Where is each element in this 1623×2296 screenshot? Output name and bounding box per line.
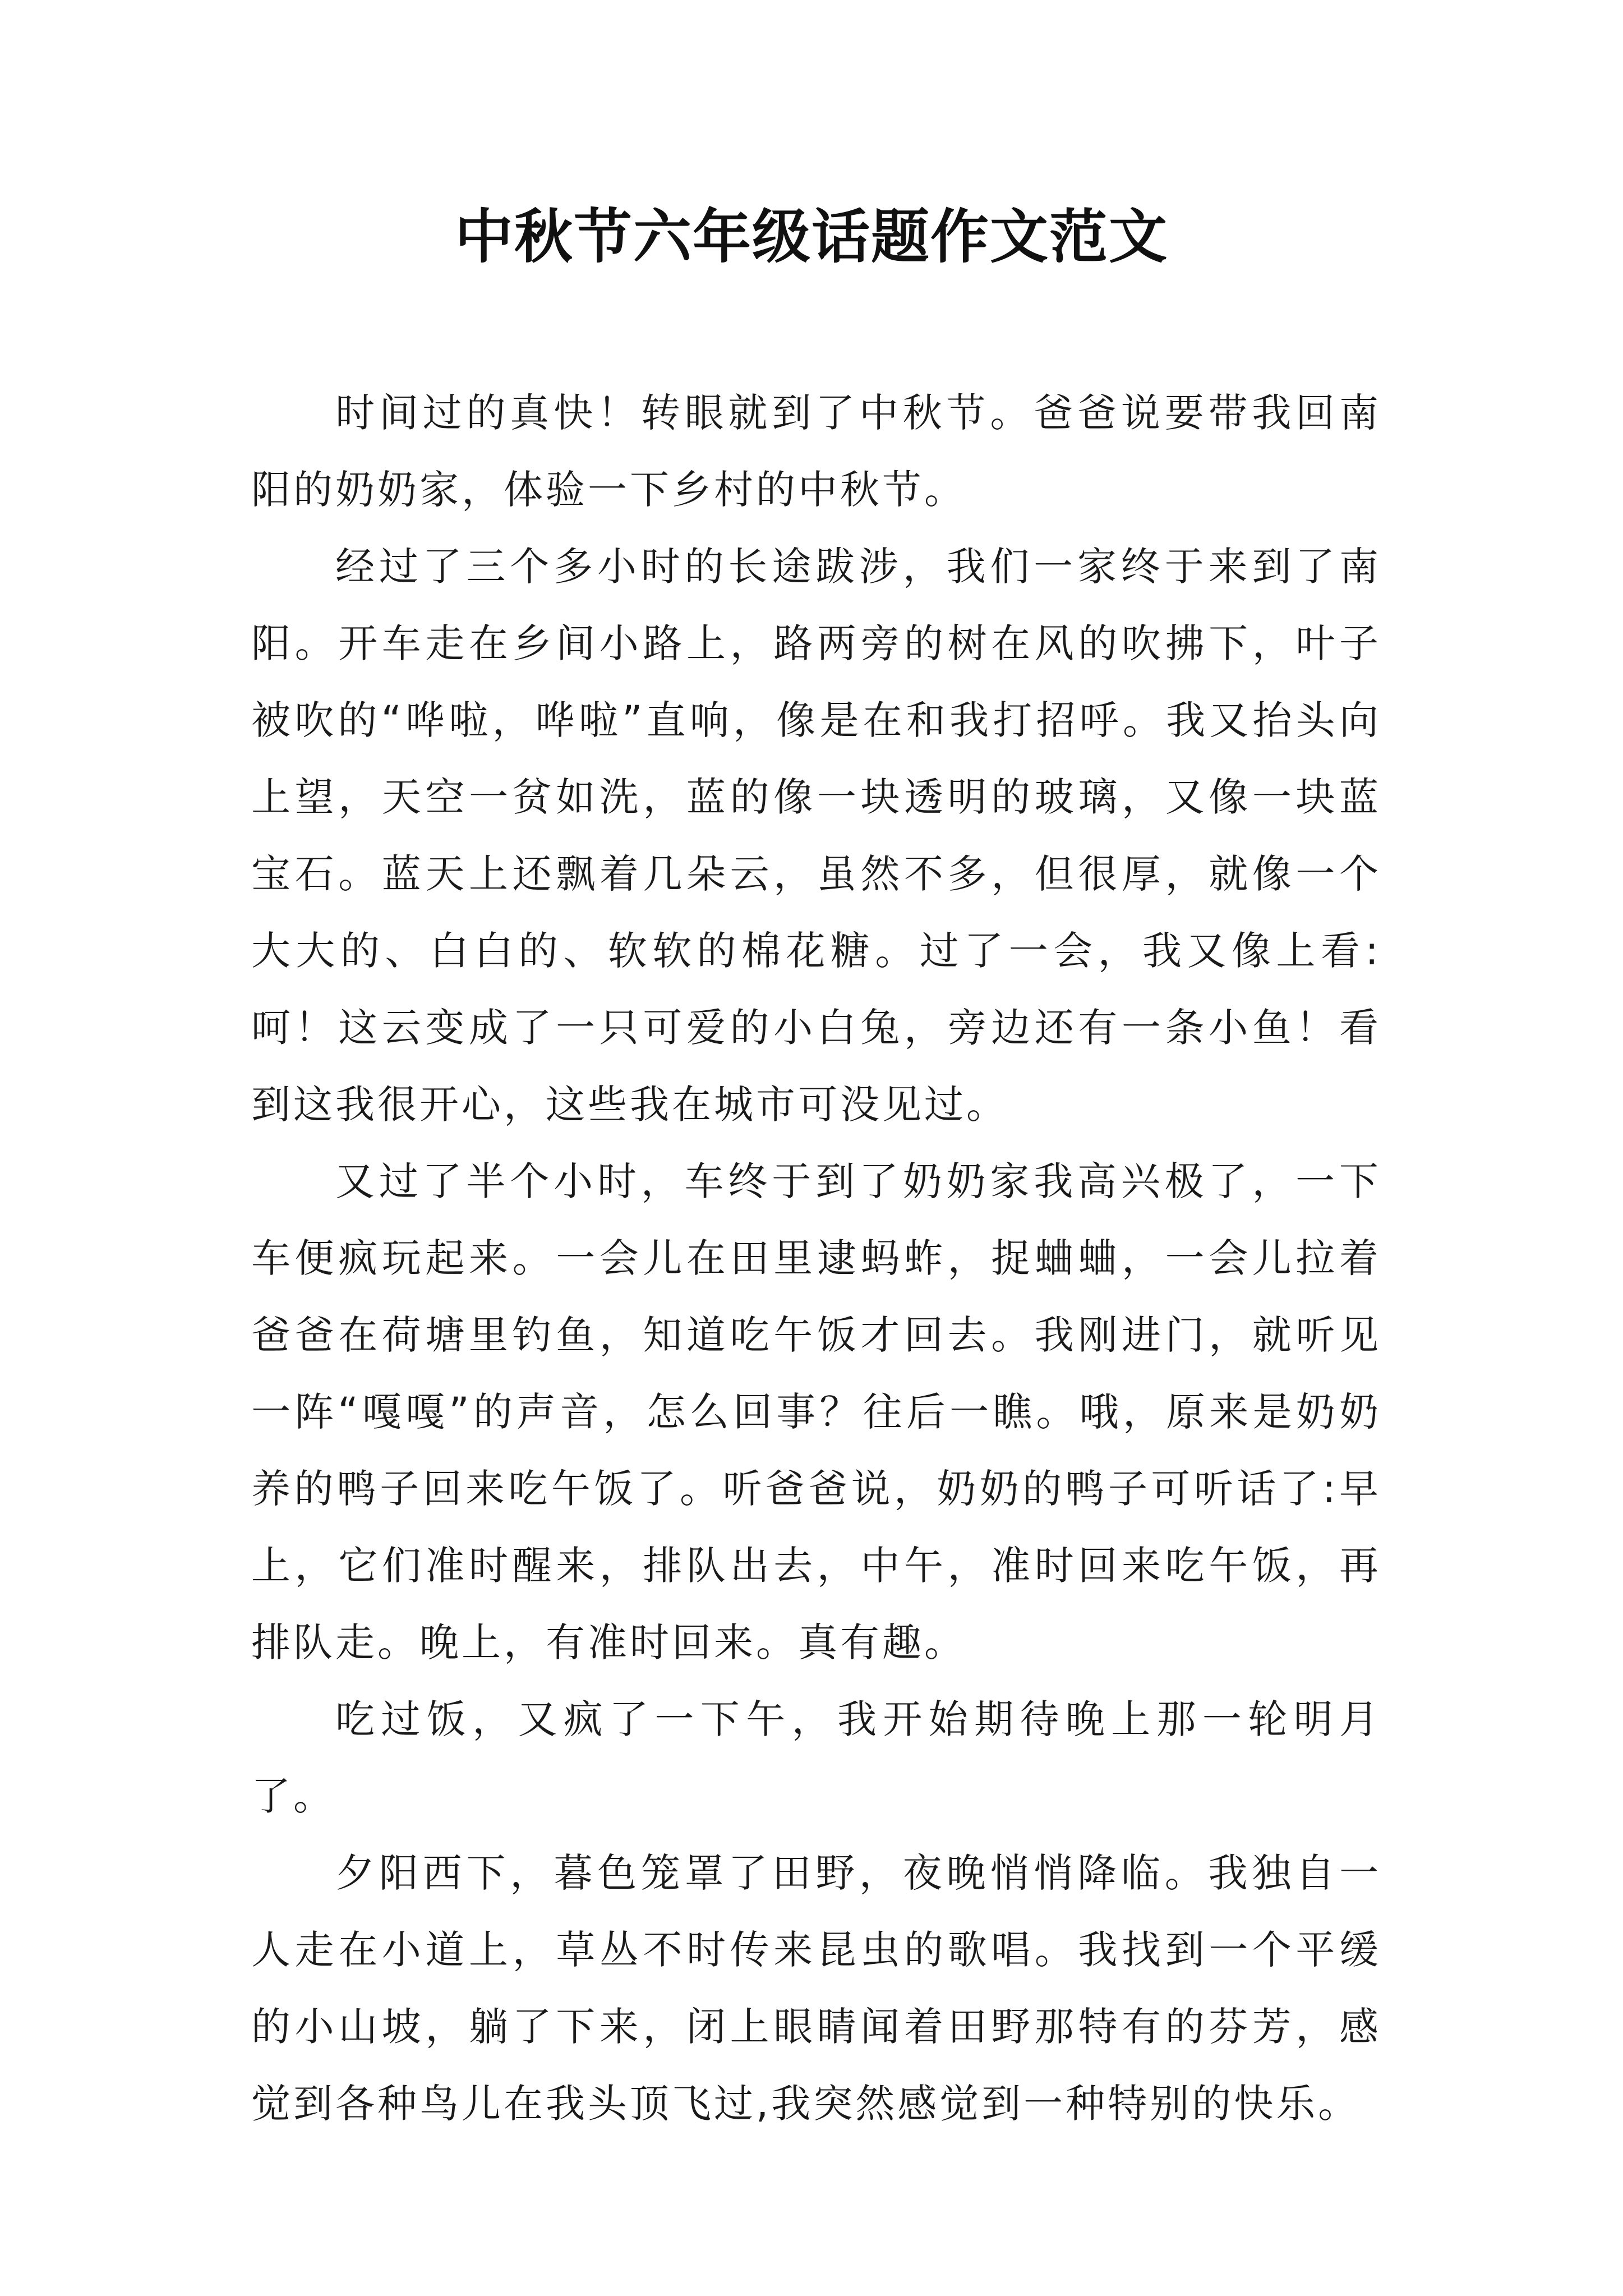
document-body <box>251 375 1381 2142</box>
paragraph: 吃过饭，又疯了一下午，我开始期待晚上那一轮明月了。 <box>251 1696 1381 1819</box>
paragraph: 时间过的真快！转眼就到了中秋节。爸爸说要带我回南阳的奶奶家，体验一下乡村的中秋节。 <box>251 390 1381 513</box>
paragraph: 经过了三个多小时的长途跋涉，我们一家终于来到了南阳。开车走在乡间小路上，路两旁的树在风的吹拂下，叶子被吹的“哗啦，哗啦”直响，像是在和我打招呼。我又抬头向上望，天空一贫如洗，蓝的像一块透明的玻璃，又像一块蓝宝石。蓝天上还飘着几朵云，虽然不多，但很厚，就像一个大大的、白白的、软软的棉花糖。过了一会，我又像上看:呵！这云变成了一只可爱的小白兔，旁边还有一条小鱼！看到这我很开心，这些我在城市可没见过。 <box>251 544 1381 1128</box>
document-title: 中秋节六年级话题作文范文 <box>454 202 1168 271</box>
paragraph: 又过了半个小时，车终于到了奶奶家我高兴极了，一下车便疯玩起来。一会儿在田里逮蚂蚱，捉蛐蛐，一会儿拉着爸爸在荷塘里钓鱼，知道吃午饭才回去。我刚进门，就听见一阵“嘎嘎”的声音，怎么回事？往后一瞧。哦，原来是奶奶养的鸭子回来吃午饭了。听爸爸说，奶奶的鸭子可听话了:早上，它们准时醒来，排队出去，中午，准时回来吃午饭，再排队走。晚上，有准时回来。真有趣。 <box>251 1158 1381 1665</box>
paragraph: 夕阳西下，暮色笼罩了田野，夜晚悄悄降临。我独自一人走在小道上，草丛不时传来昆虫的歌唱。我找到一个平缓的小山坡，躺了下来，闭上眼睛闻着田野那特有的芬芳，感觉到各种鸟儿在我头顶飞过,我突然感觉到一种特别的快乐。 <box>251 1850 1381 2127</box>
